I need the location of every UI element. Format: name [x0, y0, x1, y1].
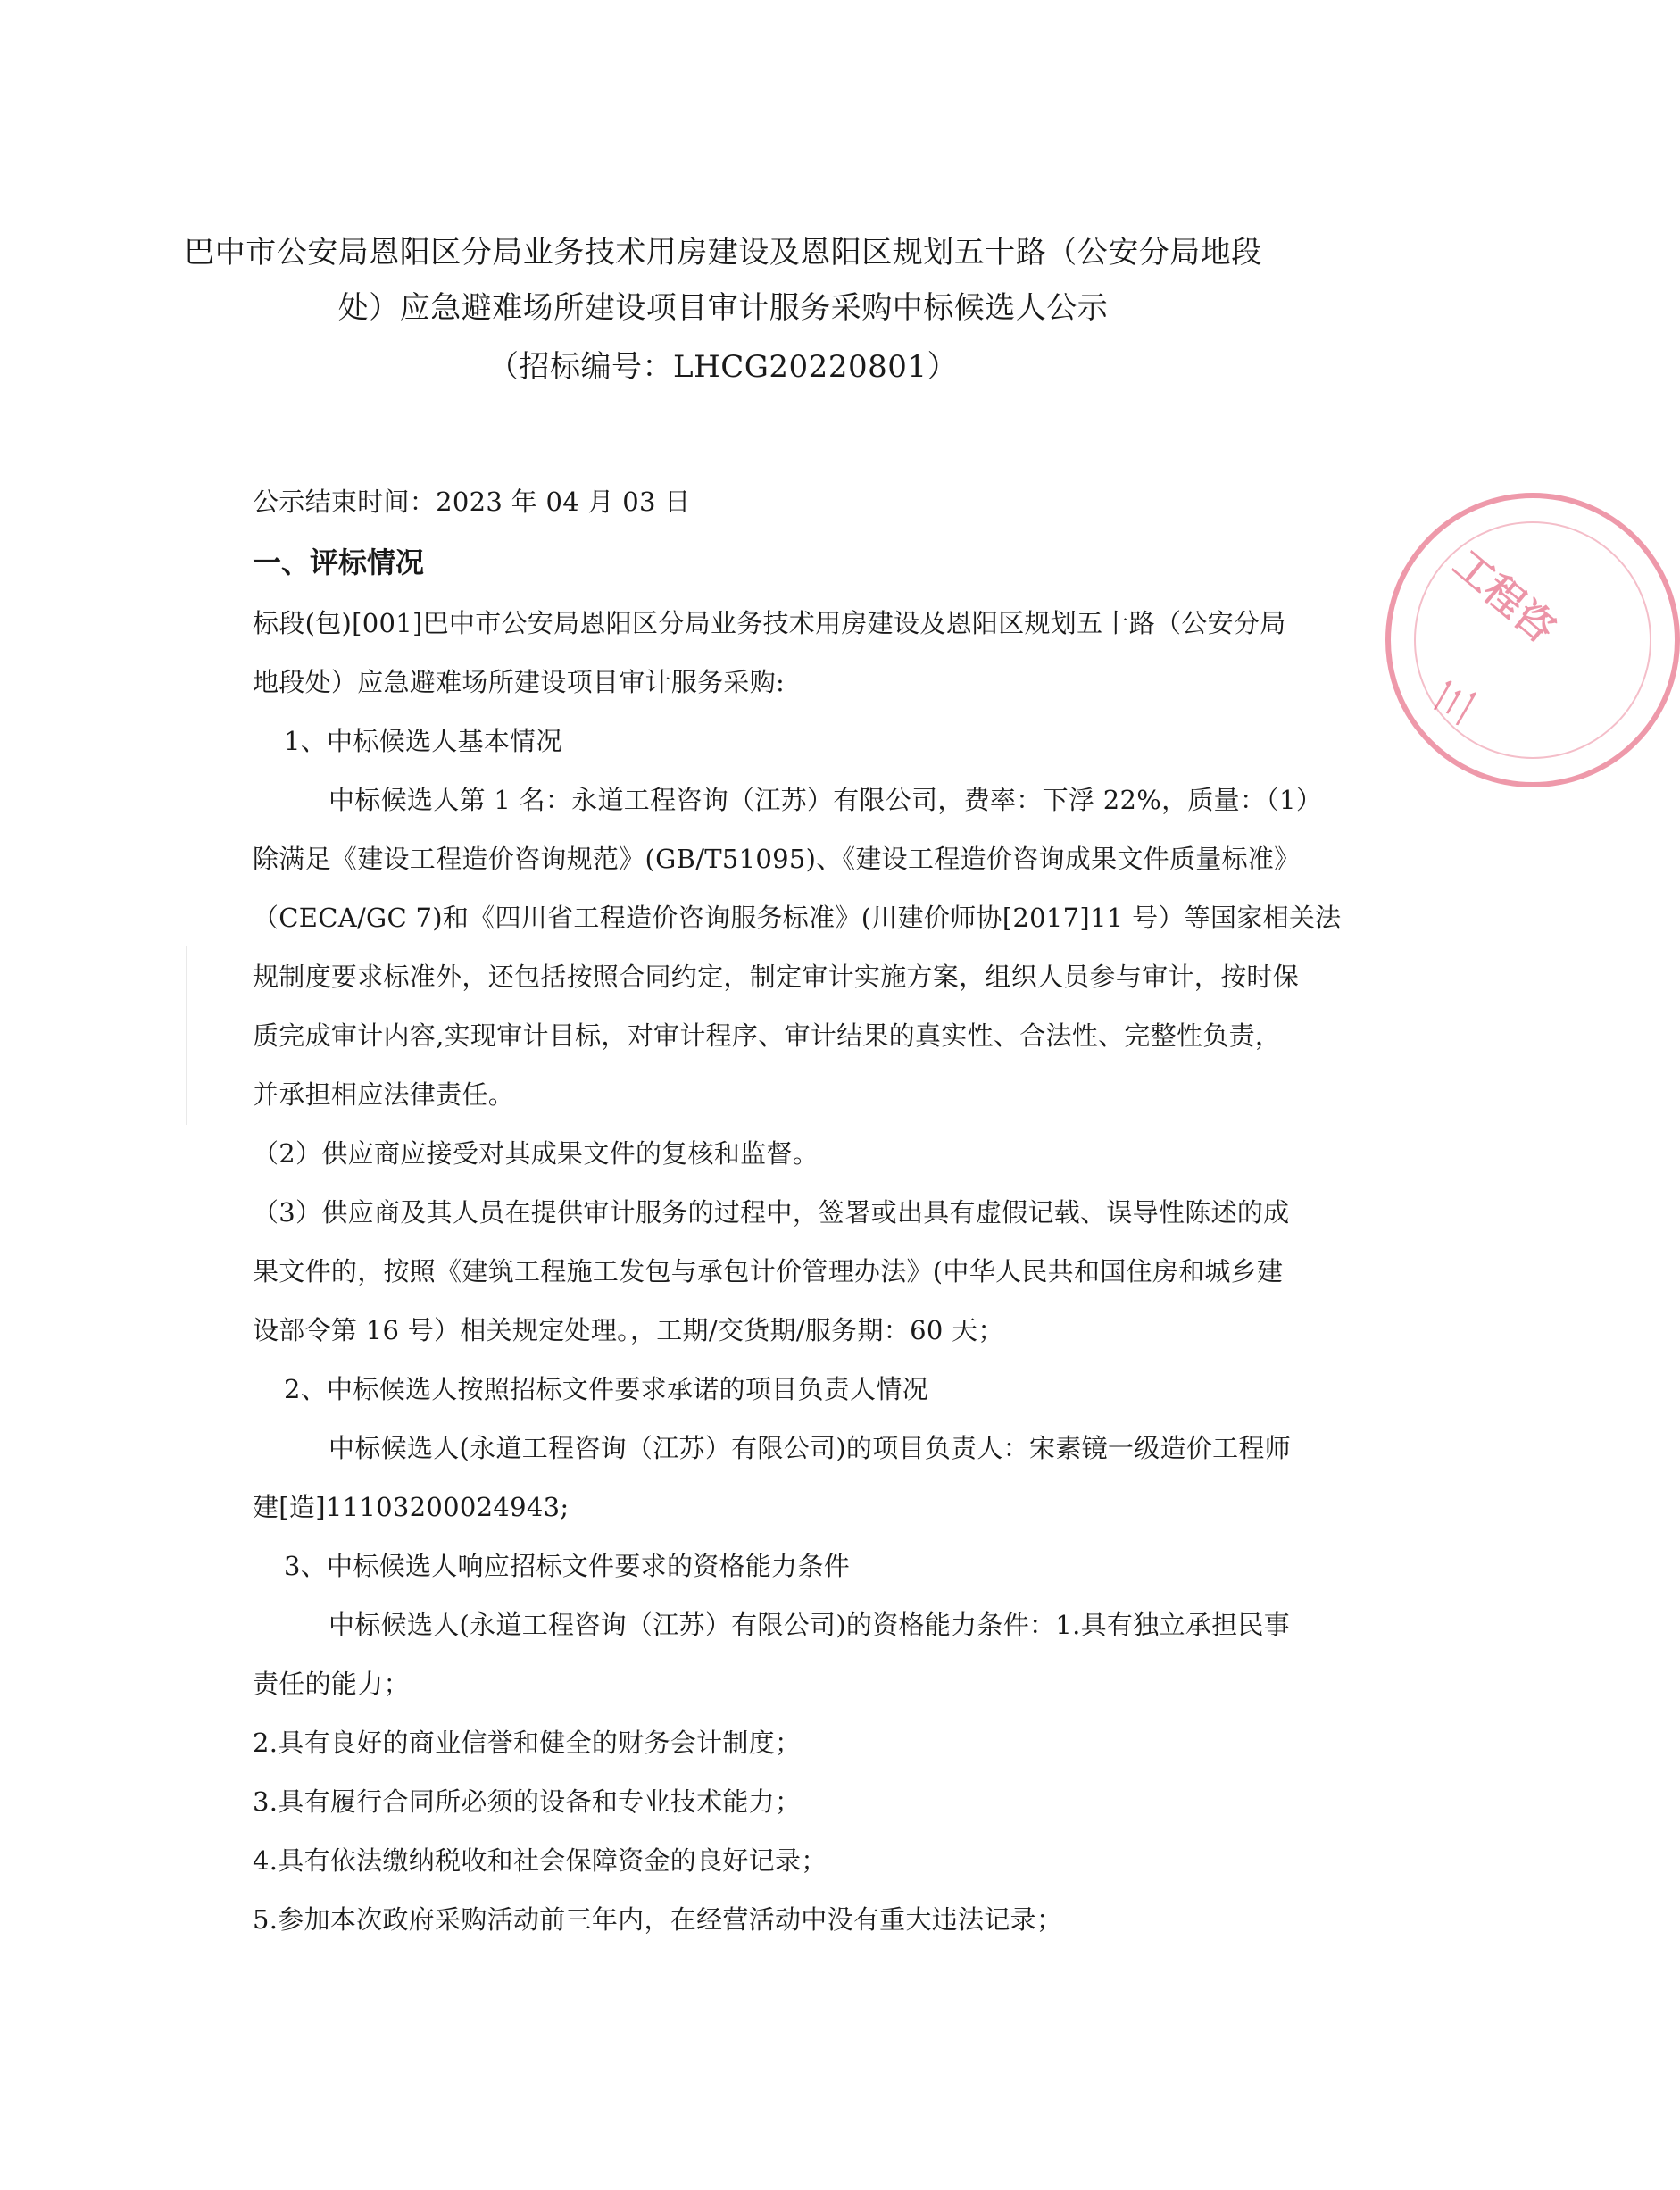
- sub1-line: （3）供应商及其人员在提供审计服务的过程中，签署或出具有虚假记载、误导性陈述的成: [253, 1197, 1290, 1228]
- sub2-line: 中标候选人(永道工程咨询（江苏）有限公司)的项目负责人：宋素镜一级造价工程师: [329, 1433, 1292, 1463]
- seal-text: 工程咨: [1444, 541, 1565, 653]
- company-seal: [1385, 493, 1680, 787]
- sub2-heading: 2、中标候选人按照招标文件要求承诺的项目负责人情况: [284, 1374, 928, 1404]
- sub3-line: 2.具有良好的商业信誉和健全的财务会计制度；: [253, 1728, 802, 1758]
- sub1-line: 设部令第 16 号）相关规定处理。，工期/交货期/服务期：60 天；: [253, 1315, 1004, 1345]
- sub3-line: 中标候选人(永道工程咨询（江苏）有限公司)的资格能力条件：1.具有独立承担民事: [329, 1610, 1290, 1640]
- section-heading: 一、评标情况: [253, 545, 425, 579]
- sub3-line: 3.具有履行合同所必须的设备和专业技术能力；: [253, 1786, 802, 1817]
- sub1-line: （CECA/GC 7)和《四川省工程造价咨询服务标准》(川建价师协[2017]11 号）等国家相关法: [253, 903, 1342, 933]
- sub1-line: 规制度要求标准外，还包括按照合同约定，制定审计实施方案，组织人员参与审计，按时保: [253, 962, 1300, 992]
- sub2-line: 建[造]11103200024943;: [253, 1492, 570, 1522]
- title-line-2: 处）应急避难场所建设项目审计服务采购中标候选人公示: [337, 290, 1109, 326]
- sub3-line: 责任的能力；: [253, 1669, 410, 1699]
- sub1-line: 中标候选人第 1 名：永道工程咨询（江苏）有限公司，费率：下浮 22%，质量：（1）: [329, 785, 1323, 815]
- sub3-line: 5.参加本次政府采购活动前三年内，在经营活动中没有重大违法记录；: [253, 1904, 1063, 1935]
- sub1-heading: 1、中标候选人基本情况: [284, 726, 562, 756]
- scan-artifact: [186, 946, 187, 1125]
- title-line-3: （招标编号：LHCG20220801）: [488, 349, 958, 385]
- sub1-line: 质完成审计内容,实现审计目标，对审计程序、审计结果的真实性、合法性、完整性负责，: [253, 1020, 1282, 1051]
- sub1-line: 并承担相应法律责任。: [253, 1079, 515, 1110]
- sub1-line: （2）供应商应接受对其成果文件的复核和监督。: [253, 1138, 819, 1169]
- sub1-line: 果文件的，按照《建筑工程施工发包与承包计价管理办法》(中华人民共和国住房和城乡建: [253, 1256, 1284, 1287]
- notice-end-time: 公示结束时间：2023 年 04 月 03 日: [253, 487, 691, 517]
- sub3-heading: 3、中标候选人响应招标文件要求的资格能力条件: [284, 1551, 851, 1581]
- lot-line-2: 地段处）应急避难场所建设项目审计服务采购:: [253, 667, 786, 697]
- seal-text: 三: [1426, 674, 1485, 731]
- sub3-line: 4.具有依法缴纳税收和社会保障资金的良好记录；: [253, 1845, 828, 1876]
- sub1-line: 除满足《建设工程造价咨询规范》(GB/T51095)、《建设工程造价咨询成果文件质量标准》: [253, 844, 1301, 874]
- lot-line-1: 标段(包)[001]巴中市公安局恩阳区分局业务技术用房建设及恩阳区规划五十路（公安分局: [253, 608, 1286, 638]
- title-line-1: 巴中市公安局恩阳区分局业务技术用房建设及恩阳区规划五十路（公安分局地段: [184, 235, 1262, 271]
